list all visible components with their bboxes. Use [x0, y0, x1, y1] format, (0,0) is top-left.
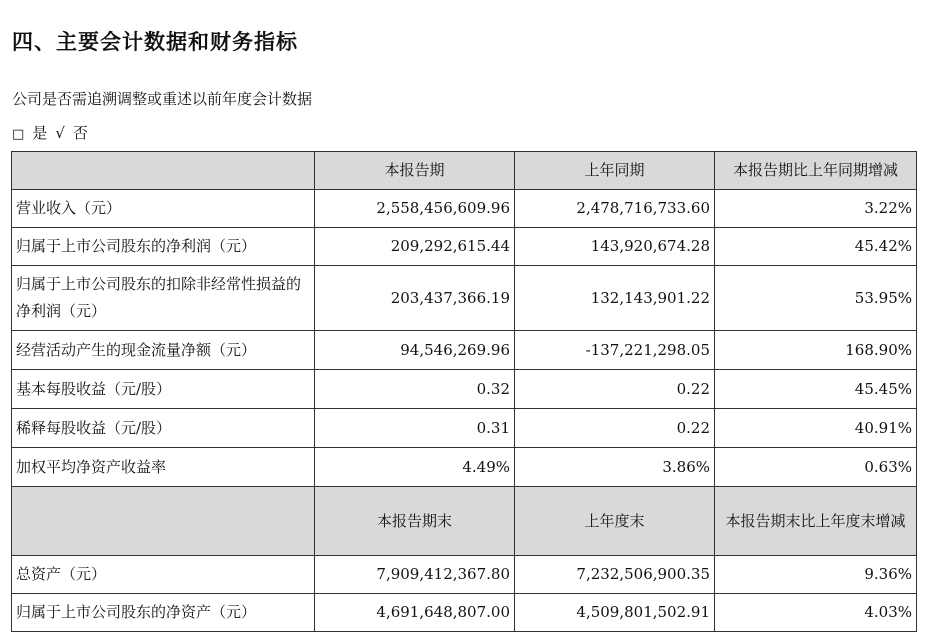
- prior-value: 3.86%: [515, 448, 715, 487]
- period-end-value: 7,909,412,367.80: [315, 556, 515, 594]
- table-row: [12, 266, 917, 331]
- row-label: 归属于上市公司股东的净资产（元）: [12, 594, 315, 632]
- section-title: 四、主要会计数据和财务指标: [12, 29, 298, 54]
- table-subheader-row: [12, 487, 917, 556]
- table-row: [12, 594, 917, 632]
- table-row: [12, 409, 917, 448]
- table-header-row: [12, 152, 917, 190]
- current-value: 209,292,615.44: [315, 228, 515, 266]
- current-value: 0.31: [315, 409, 515, 448]
- yes-option-label: 是: [32, 124, 48, 142]
- no-option-label: 否: [72, 124, 88, 142]
- current-value: 2,558,456,609.96: [315, 190, 515, 228]
- row-label: 稀释每股收益（元/股）: [12, 409, 315, 448]
- current-value: 4.49%: [315, 448, 515, 487]
- table-row: [12, 228, 917, 266]
- row-label: 营业收入（元）: [12, 190, 315, 228]
- period-end-value: 4,691,648,807.00: [315, 594, 515, 632]
- header-change-percent: 本报告期比上年同期增减: [715, 152, 917, 190]
- prior-year-end-value: 7,232,506,900.35: [515, 556, 715, 594]
- header-current-period: 本报告期: [315, 152, 515, 190]
- unchecked-box-icon: □: [12, 127, 25, 142]
- subheader-cell-blank: [12, 487, 315, 556]
- prior-value: 143,920,674.28: [515, 228, 715, 266]
- change-value: 45.45%: [715, 370, 917, 409]
- financial-data-table: [11, 151, 917, 632]
- prior-value: 0.22: [515, 370, 715, 409]
- current-value: 94,546,269.96: [315, 331, 515, 370]
- prior-value: 2,478,716,733.60: [515, 190, 715, 228]
- change-value: 45.42%: [715, 228, 917, 266]
- row-label: 加权平均净资产收益率: [12, 448, 315, 487]
- table-row: [12, 190, 917, 228]
- change-value: 4.03%: [715, 594, 917, 632]
- header-cell-blank: [12, 152, 315, 190]
- table-row: [12, 331, 917, 370]
- row-label: 归属于上市公司股东的净利润（元）: [12, 228, 315, 266]
- restatement-question: 公司是否需追溯调整或重述以前年度会计数据: [12, 90, 313, 108]
- prior-year-end-value: 4,509,801,502.91: [515, 594, 715, 632]
- row-label: 总资产（元）: [12, 556, 315, 594]
- change-value: 53.95%: [715, 266, 917, 331]
- header-period-end-change: 本报告期末比上年度末增减: [715, 487, 917, 556]
- header-period-end: 本报告期末: [315, 487, 515, 556]
- change-value: 40.91%: [715, 409, 917, 448]
- current-value: 0.32: [315, 370, 515, 409]
- header-prior-period: 上年同期: [515, 152, 715, 190]
- row-label: 基本每股收益（元/股）: [12, 370, 315, 409]
- check-mark-icon: √: [55, 124, 65, 142]
- prior-value: 132,143,901.22: [515, 266, 715, 331]
- prior-value: -137,221,298.05: [515, 331, 715, 370]
- table-row: [12, 556, 917, 594]
- table-row: [12, 370, 917, 409]
- prior-value: 0.22: [515, 409, 715, 448]
- change-value: 0.63%: [715, 448, 917, 487]
- current-value: 203,437,366.19: [315, 266, 515, 331]
- header-prior-year-end: 上年度末: [515, 487, 715, 556]
- restatement-answer: [12, 122, 96, 143]
- change-value: 9.36%: [715, 556, 917, 594]
- table-row: [12, 448, 917, 487]
- change-value: 3.22%: [715, 190, 917, 228]
- change-value: 168.90%: [715, 331, 917, 370]
- row-label: 经营活动产生的现金流量净额（元）: [12, 331, 315, 370]
- row-label: 归属于上市公司股东的扣除非经常性损益的净利润（元）: [12, 266, 315, 331]
